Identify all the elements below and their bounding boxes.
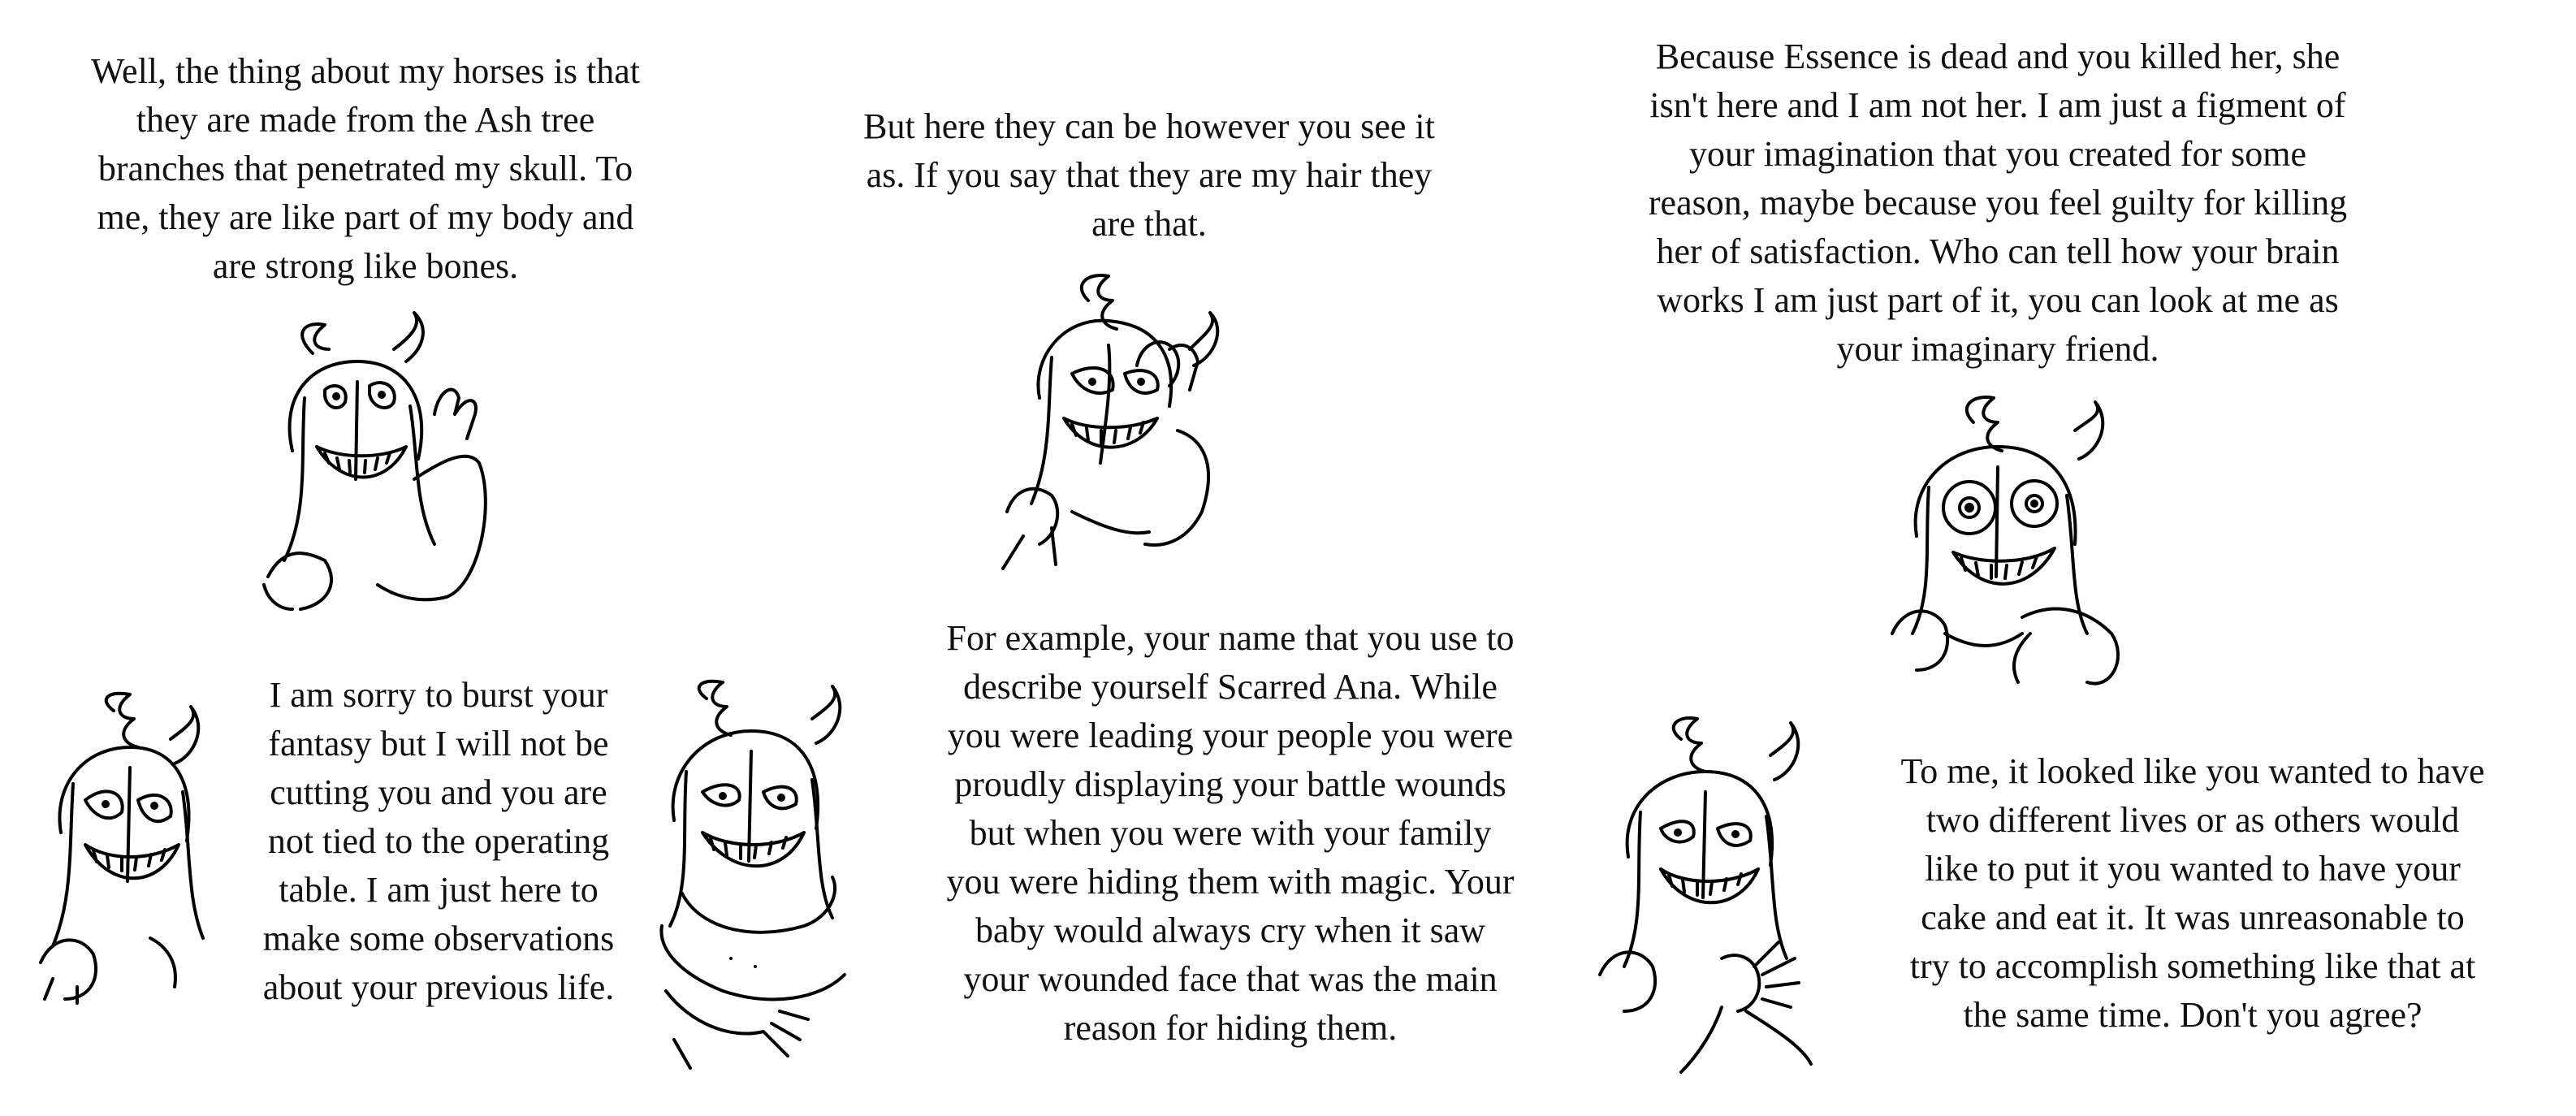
- character-drawing-grinning: [28, 694, 215, 1003]
- character-drawing-arms-crossed: [650, 682, 861, 1072]
- character-drawing-waving: [236, 317, 504, 617]
- caption-hair: But here they can be however you see it as. If you say that they are my hair they are that.: [863, 106, 1435, 244]
- character-drawing-staring: [1868, 390, 2144, 699]
- character-drawing-hair: [975, 268, 1243, 569]
- caption-essence: Because Essence is dead and you killed her, she isn't here and I am not her. I am just a figment of your imagination that you created for some reason, maybe because you feel guilty for killing her of satisfaction. Who can tell how your brain works I am just part of it, you can look at me as your imaginary friend.: [1648, 37, 2348, 369]
- caption-sorry: I am sorry to burst your fantasy but I will not be cutting you and you are not tied to the operating table. I am just here to make some observations about your previous life.: [262, 675, 615, 1007]
- caption-two-lives: To me, it looked like you wanted to have two different lives or as others would like to put it you wanted to have your cake and eat it. It was unreasonable to try to accomplish something like that at the same time. Don't you agree?: [1900, 751, 2485, 1035]
- caption-horses: Well, the thing about my horses is that they are made from the Ash tree branches that penetrated my skull. To me, they are like part of my body and are strong like bones.: [91, 51, 640, 286]
- caption-example: For example, your name that you use to describe yourself Scarred Ana. While you were leading your people you were proudly displaying your battle wounds but when you were with your family you were hiding them with magic. Your baby would always cry when it saw your wounded face that was the main reason for hiding them.: [946, 618, 1515, 1048]
- character-drawing-gesturing: [1592, 715, 1852, 1072]
